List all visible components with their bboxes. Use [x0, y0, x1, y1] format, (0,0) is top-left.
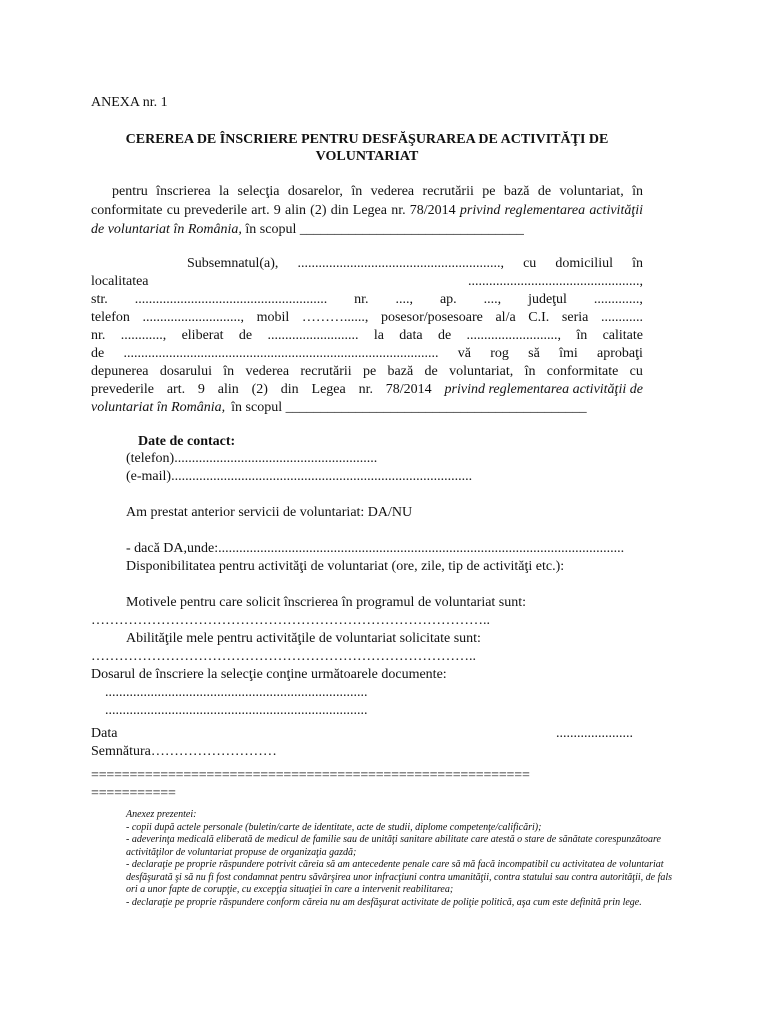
declaration-row-2b	[91, 273, 643, 291]
motives-field: …………………………………………………………………………..	[91, 613, 490, 628]
decl-word: 9	[197, 382, 205, 397]
intro-text: pentru înscrierea la selecţia dosarelor, în vederea recrutării pe bază de voluntariat, în conformitate cu prevederile art. 9 alin (2) din Legea nr. 78/2014	[91, 184, 643, 218]
intro-law-title: privind reglementarea activităţii de voluntariat în România,	[91, 203, 643, 237]
declaration-row-5	[91, 327, 643, 345]
decl-word: telefon	[91, 310, 130, 325]
contact-heading: Date de contact:	[138, 434, 236, 449]
decl-word: calitate	[602, 328, 643, 343]
annexes-list	[126, 809, 681, 909]
annex-item: - declaraţie pe proprie răspundere conform căreia nu am desfăşurat activitate de poliţie politică, aşa cum este definită prin lege.	[126, 896, 642, 908]
decl-word: recrutării	[300, 364, 352, 379]
date-field: ......................	[556, 726, 633, 741]
decl-word: Legea	[311, 382, 346, 397]
decl-word: dosarului	[159, 364, 212, 379]
decl-word: pe	[363, 364, 377, 379]
decl-word: nr.	[354, 292, 369, 307]
decl-word: în	[576, 328, 588, 343]
declaration-row-8	[91, 381, 643, 399]
annex-item: - adeverinţa medicală eliberată de medicul de familie sau de unităţi sanitare abilitate care atestă o stare de sănătate corespunzătoare activităţilor de voluntariat propuse de organizaţia gazdă;	[126, 834, 661, 858]
annex-item: - declaraţie pe proprie răspundere potrivit căreia să am antecedente penale care să mă facă incompatibil cu activitatea de voluntariat desfăşurată şi să nu fi fost condamnat pentru săvârşirea unor infracţiuni contra umanităţii, contra statului sau contra autorităţii, de fals ori a unor fapte de corupţie, cu excepţia situaţiei în care a intervenit reabilitarea;	[126, 859, 673, 895]
contact-email-field: (e-mail)......................................................................................	[126, 469, 473, 484]
decl-word: ap.	[439, 292, 457, 307]
decl-word: str.	[91, 292, 108, 307]
decl-word: de	[437, 328, 452, 343]
decl-word: de	[91, 346, 105, 361]
decl-word: rog	[490, 346, 509, 361]
purpose-blank: în scopul ___________________________________________	[231, 400, 587, 415]
law-title-italic: privind reglementarea activităţii de	[444, 382, 643, 397]
apartment-blank: ....,	[483, 292, 502, 307]
decl-word: conformitate	[546, 364, 619, 379]
id-series-blank: ............	[600, 310, 643, 325]
decl-word: voluntariat,	[449, 364, 514, 379]
decl-word: cu	[523, 256, 537, 271]
decl-word: judeţul	[528, 292, 567, 307]
decl-word: mobil	[256, 310, 290, 325]
prior-service-where-field: - dacă DA,unde:....................................................................................................................	[126, 541, 625, 556]
document-line-1: ...........................................................................	[105, 685, 368, 700]
decl-word: alin	[217, 382, 239, 397]
decl-word: Subsemnatul(a),	[187, 256, 279, 271]
declaration-row-4	[91, 309, 643, 327]
declaration-row-6	[91, 345, 643, 363]
decl-word: de	[238, 328, 253, 343]
capacity-blank: ..........................................................................................	[123, 346, 439, 361]
decl-word: la	[373, 328, 384, 343]
decl-word: din	[280, 382, 299, 397]
decl-word: de	[424, 364, 438, 379]
decl-word: eliberat	[181, 328, 224, 343]
decl-word: al/a	[495, 310, 516, 325]
motives-label: Motivele pentru care solicit înscrierea în programul de voluntariat sunt:	[126, 595, 527, 610]
contact-phone-field: (telefon)..........................................................	[126, 451, 378, 466]
decl-word: aprobaţi	[597, 346, 643, 361]
decl-word: în	[223, 364, 235, 379]
intro-purpose: în scopul ________________________________	[241, 222, 524, 237]
decl-word: localitatea	[91, 274, 149, 289]
mobile-blank: ………......,	[301, 310, 369, 325]
number-blank: ....,	[395, 292, 413, 307]
signature-field: Semnătura………………………	[91, 744, 277, 759]
decl-word: posesor/posesoare	[380, 310, 483, 325]
decl-word: prevederile	[91, 382, 154, 397]
decl-word: în	[524, 364, 536, 379]
locality-blank: .................................................,	[468, 274, 643, 289]
issuer-blank: ..........................	[267, 328, 359, 343]
decl-word: seria	[561, 310, 589, 325]
date-label: Data	[91, 726, 118, 741]
availability-label: Disponibilitatea pentru activităţi de voluntariat (ore, zile, tip de activităţi etc.):	[126, 559, 565, 574]
decl-word: bază	[387, 364, 414, 379]
county-blank: .............,	[593, 292, 643, 307]
annexes-title: Anexez prezentei:	[126, 809, 197, 820]
declaration-row-9	[91, 399, 643, 417]
decl-word: cu	[629, 364, 643, 379]
form-title: CEREREA DE ÎNSCRIERE PENTRU DESFĂŞURAREA DE ACTIVITĂŢI DE VOLUNTARIAT	[125, 132, 609, 164]
decl-word: să	[528, 346, 540, 361]
annex-number: ANEXA nr. 1	[91, 95, 168, 110]
id-number-blank: ............,	[120, 328, 167, 343]
name-blank: ..........................................................,	[297, 256, 504, 271]
decl-word: în	[632, 256, 643, 271]
decl-word: vederea	[245, 364, 290, 379]
decl-word: domiciliul	[555, 256, 613, 271]
declaration-row-7	[91, 363, 643, 381]
annex-item: - copii după actele personale (buletin/carte de identitate, acte de studii, diplome competenţe/calificări);	[126, 821, 542, 833]
declaration-row-3	[91, 291, 643, 309]
decl-word: depunerea	[91, 364, 149, 379]
phone-blank: ............................,	[142, 310, 244, 325]
separator-line: ===========	[91, 786, 176, 801]
decl-word: 78/2014	[385, 382, 432, 397]
decl-word: îmi	[559, 346, 578, 361]
document-line-2: ...........................................................................	[105, 703, 368, 718]
skills-field: ………………………………………………………………………..	[91, 649, 476, 664]
decl-word: art.	[166, 382, 186, 397]
decl-word: nr.	[91, 328, 106, 343]
skills-label: Abilităţile mele pentru activităţile de voluntariat solicitate sunt:	[126, 631, 481, 646]
prior-service-question: Am prestat anterior servicii de voluntariat: DA/NU	[126, 505, 413, 520]
law-title-italic: voluntariat în România,	[91, 400, 226, 415]
separator-line: =========================================================	[91, 768, 530, 783]
decl-word: nr.	[358, 382, 373, 397]
declaration-block	[91, 255, 643, 417]
intro-paragraph	[91, 182, 643, 239]
documents-title: Dosarul de înscriere la selecţie conţine următoarele documente:	[91, 667, 447, 682]
decl-word: vă	[457, 346, 471, 361]
decl-word: (2)	[251, 382, 268, 397]
decl-word: C.I.	[528, 310, 550, 325]
decl-word: data	[399, 328, 423, 343]
street-blank: .......................................................	[134, 292, 328, 307]
declaration-row-1	[91, 255, 643, 273]
issue-date-blank: ..........................,	[466, 328, 561, 343]
